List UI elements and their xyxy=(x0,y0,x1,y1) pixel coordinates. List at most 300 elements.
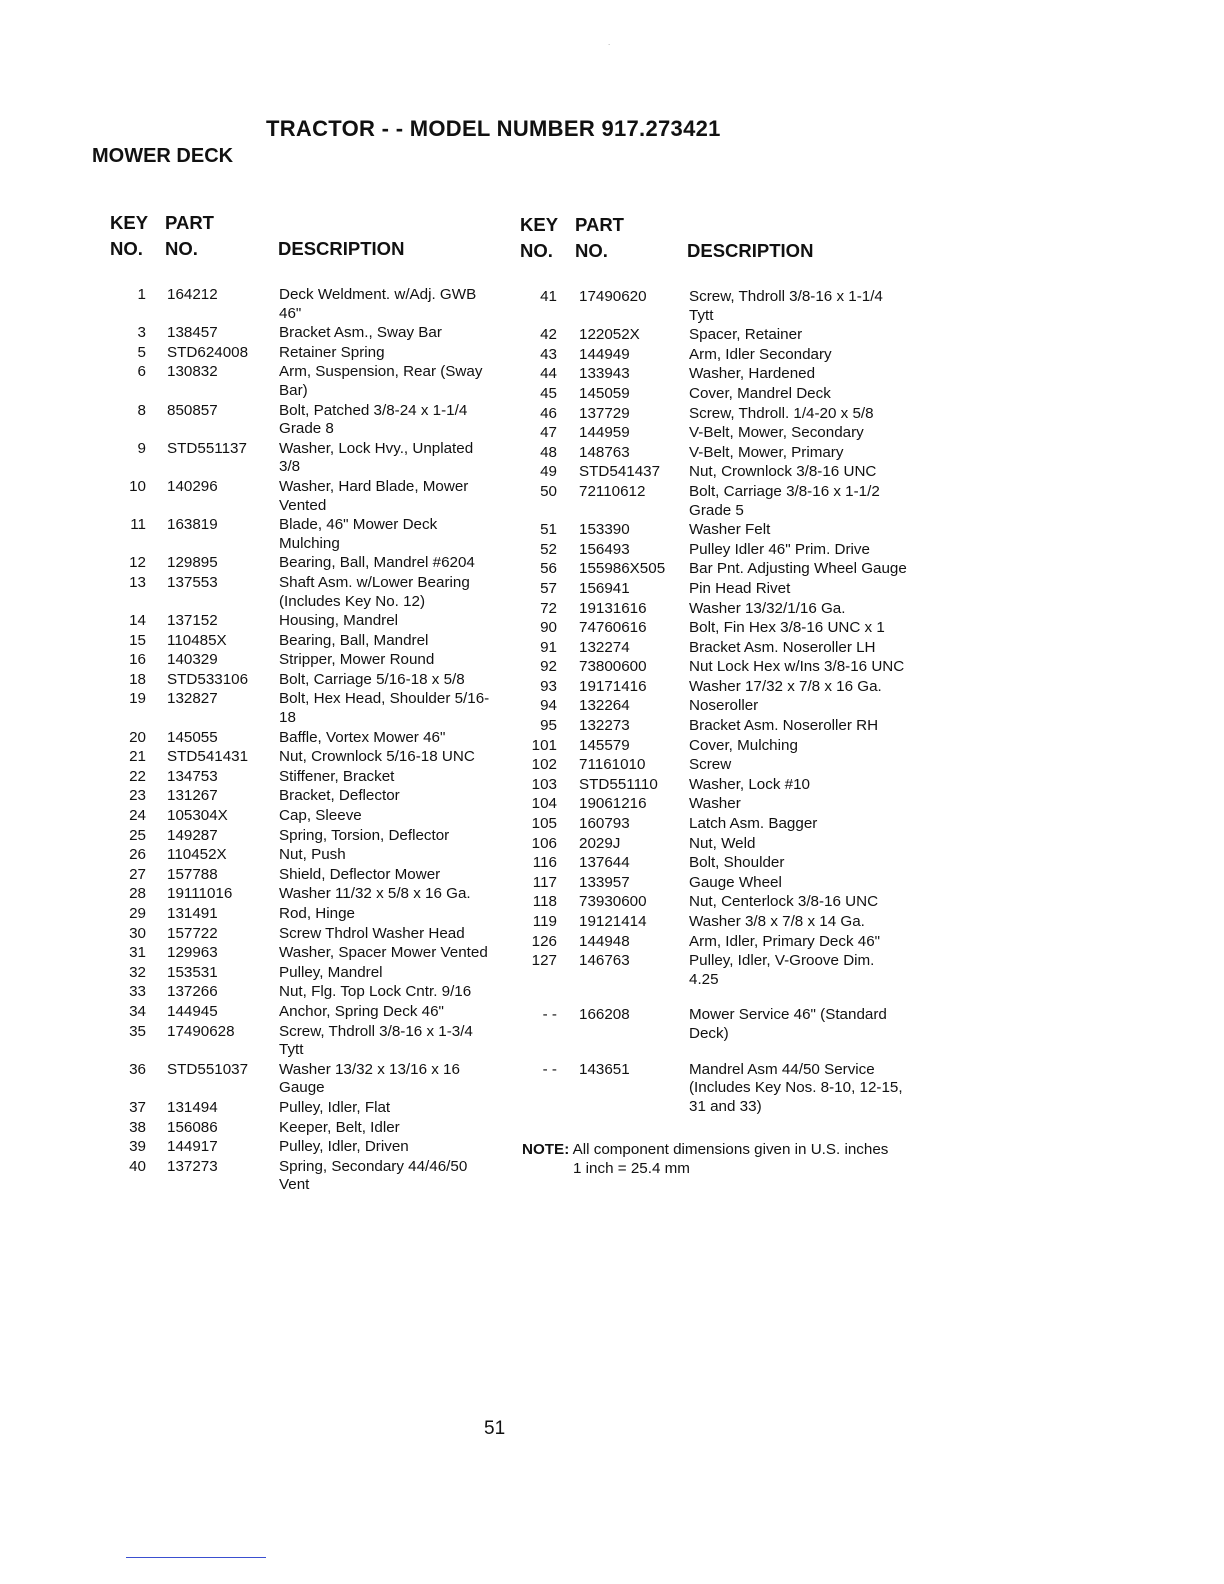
table-row xyxy=(520,854,920,873)
key-no: 3 xyxy=(137,324,146,342)
key-no: 43 xyxy=(540,345,557,363)
description: Rod, Hinge xyxy=(279,905,355,922)
table-row xyxy=(520,483,920,520)
part-no: 19061216 xyxy=(579,795,647,813)
description: V-Belt, Mower, Primary xyxy=(689,443,844,461)
key-no: 14 xyxy=(129,612,146,630)
key-no: 119 xyxy=(532,913,557,930)
table-row xyxy=(520,952,920,989)
description: Cap, Sleeve xyxy=(279,807,362,825)
description: Shaft Asm. w/Lower Bearing (Includes Key No. 12) xyxy=(279,573,470,610)
key-no: 45 xyxy=(540,384,557,402)
key-no: 26 xyxy=(129,846,146,864)
part-no: 134753 xyxy=(167,767,218,785)
part-no: 144948 xyxy=(579,932,630,950)
part-no: 2029J xyxy=(579,834,621,852)
description: Screw, Thdroll 3/8-16 x 1-3/4 Tytt xyxy=(279,1022,473,1059)
table-row xyxy=(520,893,920,912)
table-row xyxy=(110,574,530,611)
key-no: 37 xyxy=(129,1098,146,1116)
row-spacer xyxy=(520,1045,920,1061)
part-no: 137553 xyxy=(167,573,218,591)
description: Bracket Asm. Noseroller LH xyxy=(689,638,876,656)
part-no: 140296 xyxy=(167,477,218,495)
table-row xyxy=(110,1061,530,1098)
part-no: STD624008 xyxy=(167,343,249,361)
table-row xyxy=(110,729,530,748)
scan-speck: . xyxy=(608,38,611,47)
part-no: 144949 xyxy=(579,345,630,363)
row-spacer xyxy=(520,990,920,1006)
part-no: 160793 xyxy=(579,815,630,833)
part-no: 72110612 xyxy=(579,482,646,500)
description: Bracket Asm., Sway Bar xyxy=(279,324,442,342)
table-row xyxy=(520,385,920,404)
part-no: 138457 xyxy=(167,324,218,342)
part-no: 164212 xyxy=(167,286,218,303)
description: Arm, Idler, Primary Deck 46" xyxy=(689,932,881,950)
description: Nut Lock Hex w/Ins 3/8-16 UNC xyxy=(689,658,905,676)
table-row xyxy=(110,905,530,924)
key-no: 27 xyxy=(129,865,146,883)
table-row xyxy=(110,1003,530,1022)
description: Pulley, Idler, V-Groove Dim. 4.25 xyxy=(689,952,875,988)
key-no: 102 xyxy=(531,756,557,774)
key-no: 35 xyxy=(129,1022,146,1040)
description: Stiffener, Bracket xyxy=(279,767,395,785)
description: Housing, Mandrel xyxy=(279,612,399,630)
key-no: 91 xyxy=(540,638,557,656)
part-no: STD551110 xyxy=(579,775,658,793)
table-row xyxy=(520,933,920,952)
table-row xyxy=(520,424,920,443)
key-no: 118 xyxy=(532,893,557,911)
part-no: 144945 xyxy=(167,1002,218,1020)
part-no: STD551037 xyxy=(167,1060,249,1078)
part-no: 133957 xyxy=(579,873,630,891)
part-no: 73930600 xyxy=(579,893,647,911)
part-no: 19111016 xyxy=(167,885,233,903)
dimension-note xyxy=(522,1140,888,1178)
table-row xyxy=(110,671,530,690)
key-no: 13 xyxy=(129,573,146,591)
note-line2: 1 inch = 25.4 mm xyxy=(573,1160,690,1177)
part-no: 145055 xyxy=(167,728,218,746)
table-row xyxy=(110,768,530,787)
note-label: NOTE: xyxy=(522,1141,570,1158)
header-part-top: PART xyxy=(575,214,624,235)
part-no: 157788 xyxy=(167,865,218,883)
header-part-bottom: NO. xyxy=(575,240,608,261)
part-no: 132273 xyxy=(579,717,630,735)
key-no: 33 xyxy=(129,983,146,1001)
part-no: 140329 xyxy=(167,651,218,669)
key-no: 11 xyxy=(130,516,146,534)
key-no: 16 xyxy=(129,651,146,669)
part-no: 73800600 xyxy=(579,658,647,676)
page-number: 51 xyxy=(484,1418,506,1439)
header-description: DESCRIPTION xyxy=(687,240,814,261)
header-key-bottom: NO. xyxy=(110,238,143,259)
key-no: 103 xyxy=(531,775,557,793)
description: Deck Weldment. w/Adj. GWB 46" xyxy=(279,286,477,322)
description: Bracket, Deflector xyxy=(279,787,400,805)
key-no: 46 xyxy=(540,404,557,422)
key-no: 36 xyxy=(129,1060,146,1078)
table-row xyxy=(520,678,920,697)
description: Screw, Thdroll. 1/4-20 x 5/8 xyxy=(689,404,874,422)
key-no: 19 xyxy=(129,690,146,708)
part-no: 137152 xyxy=(167,612,218,630)
part-no: 850857 xyxy=(167,401,218,419)
description: Washer 11/32 x 5/8 x 16 Ga. xyxy=(279,885,471,903)
table-row xyxy=(520,444,920,463)
key-no: 21 xyxy=(129,748,146,766)
description: Bearing, Ball, Mandrel xyxy=(279,631,429,649)
table-header xyxy=(110,212,530,286)
part-no: 137644 xyxy=(579,854,630,872)
description: Latch Asm. Bagger xyxy=(689,815,818,833)
part-no: 105304X xyxy=(167,807,228,825)
table-row xyxy=(110,748,530,767)
table-row xyxy=(520,288,920,325)
description: Nut, Crownlock 3/8-16 UNC xyxy=(689,463,877,481)
description: Arm, Suspension, Rear (Sway Bar) xyxy=(279,363,483,399)
key-no: 18 xyxy=(129,670,146,688)
part-no: 129963 xyxy=(167,944,218,962)
header-key-top: KEY xyxy=(110,212,149,233)
parts-table-left xyxy=(110,212,530,1196)
description: Nut, Crownlock 5/16-18 UNC xyxy=(279,748,475,766)
header-key-top: KEY xyxy=(520,214,559,235)
table-row xyxy=(520,756,920,775)
key-no: 40 xyxy=(129,1157,146,1175)
table-row xyxy=(520,658,920,677)
bottom-rule xyxy=(126,1557,266,1558)
key-no: 10 xyxy=(129,477,146,495)
part-no: 130832 xyxy=(167,363,218,381)
part-no: 146763 xyxy=(579,952,630,970)
table-row xyxy=(520,815,920,834)
key-no: 104 xyxy=(531,795,557,813)
key-no: 116 xyxy=(532,854,557,872)
description: V-Belt, Mower, Secondary xyxy=(689,424,864,442)
part-no: 74760616 xyxy=(579,619,647,637)
table-row xyxy=(110,363,530,400)
key-no: 29 xyxy=(129,905,146,922)
description: Washer 3/8 x 7/8 x 14 Ga. xyxy=(689,913,865,930)
description: Retainer Spring xyxy=(279,343,385,361)
part-no: 132827 xyxy=(167,690,218,708)
part-no: 148763 xyxy=(579,443,630,461)
description: Washer, Hardened xyxy=(689,365,816,383)
description: Mower Service 46" (Standard Deck) xyxy=(689,1006,887,1042)
table-row xyxy=(520,580,920,599)
page-title: TRACTOR - - MODEL NUMBER 917.273421 xyxy=(266,116,721,141)
part-no: 143651 xyxy=(579,1060,630,1078)
table-row xyxy=(110,827,530,846)
table-row xyxy=(110,516,530,553)
description: Washer Felt xyxy=(689,521,771,539)
description: Cover, Mandrel Deck xyxy=(689,384,831,402)
part-no: STD533106 xyxy=(167,670,249,688)
key-no: 44 xyxy=(540,365,557,383)
part-no: 145579 xyxy=(579,736,630,754)
table-row xyxy=(110,690,530,727)
key-no: 94 xyxy=(540,697,557,715)
key-no: 50 xyxy=(540,482,557,500)
table-row xyxy=(110,612,530,631)
table-row xyxy=(110,344,530,363)
part-no: 131494 xyxy=(167,1098,218,1116)
description: Bolt, Carriage 3/8-16 x 1-1/2 Grade 5 xyxy=(689,482,880,519)
description: Spring, Torsion, Deflector xyxy=(279,826,450,844)
key-no: 34 xyxy=(129,1002,146,1020)
table-row xyxy=(110,983,530,1002)
table-row xyxy=(110,807,530,826)
table-row xyxy=(520,560,920,579)
description: Bolt, Shoulder xyxy=(689,854,785,872)
description: Pulley, Mandrel xyxy=(279,963,383,981)
table-row xyxy=(520,346,920,365)
key-no: 52 xyxy=(540,540,557,558)
table-row xyxy=(520,874,920,893)
part-no: 71161010 xyxy=(579,756,646,774)
table-row xyxy=(110,651,530,670)
key-no: 39 xyxy=(129,1138,146,1156)
part-no: 156086 xyxy=(167,1118,218,1136)
table-row xyxy=(110,632,530,651)
description: Bar Pnt. Adjusting Wheel Gauge xyxy=(689,560,907,578)
header-part-top: PART xyxy=(165,212,214,233)
key-no: 20 xyxy=(129,728,146,746)
description: Washer 13/32/1/16 Ga. xyxy=(689,599,846,617)
description: Washer, Lock Hvy., Unplated 3/8 xyxy=(279,439,474,476)
description: Pin Head Rivet xyxy=(689,579,791,597)
part-no: 137729 xyxy=(579,404,630,422)
part-no: 132264 xyxy=(579,697,630,715)
part-no: 131267 xyxy=(167,787,218,805)
table-row xyxy=(110,925,530,944)
part-no: STD551137 xyxy=(167,439,247,457)
table-row xyxy=(110,478,530,515)
description: Screw xyxy=(689,756,732,774)
key-no: 30 xyxy=(129,924,146,942)
part-no: 137273 xyxy=(167,1157,218,1175)
table-row xyxy=(520,600,920,619)
part-no: 156941 xyxy=(579,579,630,597)
key-no: 42 xyxy=(540,326,557,344)
table-row xyxy=(520,1061,920,1117)
table-row xyxy=(520,639,920,658)
table-row xyxy=(520,405,920,424)
key-no: 92 xyxy=(540,658,557,676)
part-no: 145059 xyxy=(579,384,630,402)
key-no: 126 xyxy=(531,932,557,950)
part-no: STD541437 xyxy=(579,463,661,481)
table-row xyxy=(110,402,530,439)
description: Spring, Secondary 44/46/50 Vent xyxy=(279,1157,468,1194)
key-no: 23 xyxy=(129,787,146,805)
table-row xyxy=(110,1119,530,1138)
table-row xyxy=(110,885,530,904)
description: Screw Thdrol Washer Head xyxy=(279,924,465,942)
part-no: 19171416 xyxy=(579,677,647,695)
description: Washer 17/32 x 7/8 x 16 Ga. xyxy=(689,677,882,695)
part-no: 153531 xyxy=(167,963,218,981)
description: Keeper, Belt, Idler xyxy=(279,1118,400,1136)
description: Blade, 46" Mower Deck Mulching xyxy=(279,516,438,552)
table-row xyxy=(110,846,530,865)
part-no: 153390 xyxy=(579,521,630,539)
header-key-bottom: NO. xyxy=(520,240,553,261)
part-no: 129895 xyxy=(167,554,218,572)
part-no: 149287 xyxy=(167,826,218,844)
table-row xyxy=(520,795,920,814)
section-title: MOWER DECK xyxy=(92,145,234,167)
table-row xyxy=(110,866,530,885)
part-no: 156493 xyxy=(579,540,630,558)
description: Washer xyxy=(689,795,741,813)
description: Pulley, Idler, Driven xyxy=(279,1138,409,1156)
table-row xyxy=(520,913,920,932)
table-row xyxy=(520,541,920,560)
part-no: 122052X xyxy=(579,326,640,344)
description: Baffle, Vortex Mower 46" xyxy=(279,728,446,746)
description: Washer 13/32 x 13/16 x 16 Gauge xyxy=(279,1060,460,1097)
description: Shield, Deflector Mower xyxy=(279,865,441,883)
part-no: 133943 xyxy=(579,365,630,383)
table-row xyxy=(520,521,920,540)
table-row xyxy=(110,1099,530,1118)
part-no: 157722 xyxy=(167,924,218,942)
table-row xyxy=(520,835,920,854)
key-no: 105 xyxy=(531,815,557,833)
key-no: 15 xyxy=(129,631,146,649)
key-no: 57 xyxy=(540,579,557,597)
table-row xyxy=(520,717,920,736)
table-row xyxy=(110,324,530,343)
table-row xyxy=(520,776,920,795)
note-line1: All component dimensions given in U.S. inches xyxy=(572,1141,889,1158)
key-no: 127 xyxy=(531,952,557,970)
table-row xyxy=(520,1006,920,1043)
part-no: 144917 xyxy=(167,1138,218,1156)
key-no: 51 xyxy=(540,521,557,539)
table-row xyxy=(520,463,920,482)
key-no: 38 xyxy=(129,1118,146,1136)
description: Bolt, Carriage 5/16-18 x 5/8 xyxy=(279,670,465,688)
description: Anchor, Spring Deck 46" xyxy=(279,1002,444,1020)
description: Screw, Thdroll 3/8-16 x 1-1/4 Tytt xyxy=(689,288,883,324)
header-part-bottom: NO. xyxy=(165,238,198,259)
key-no: 90 xyxy=(540,619,557,637)
key-no: 12 xyxy=(129,554,146,572)
part-no: 17490628 xyxy=(167,1022,235,1040)
key-no: 28 xyxy=(129,885,146,903)
key-no: 31 xyxy=(129,944,146,962)
description: Cover, Mulching xyxy=(689,736,798,754)
description: Gauge Wheel xyxy=(689,873,782,891)
table-row xyxy=(110,1138,530,1157)
key-no: 56 xyxy=(540,560,557,578)
description: Bearing, Ball, Mandrel #6204 xyxy=(279,554,475,572)
table-row xyxy=(520,737,920,756)
key-no: 24 xyxy=(129,807,146,825)
table-row xyxy=(110,440,530,477)
description: Pulley Idler 46" Prim. Drive xyxy=(689,540,870,558)
table-row xyxy=(520,697,920,716)
key-no: 47 xyxy=(540,424,557,442)
table-row xyxy=(110,787,530,806)
key-no: 22 xyxy=(129,767,146,785)
description: Washer, Hard Blade, Mower Vented xyxy=(279,477,469,514)
part-no: 131491 xyxy=(167,905,218,922)
key-no: 5 xyxy=(137,343,146,361)
table-row xyxy=(110,1158,530,1195)
part-no: 17490620 xyxy=(579,288,647,305)
key-no: - - xyxy=(542,1060,557,1078)
table-row xyxy=(520,365,920,384)
key-no: 101 xyxy=(531,736,557,754)
key-no: 117 xyxy=(532,873,557,891)
table-row xyxy=(110,286,530,323)
description: Noseroller xyxy=(689,697,759,715)
description: Mandrel Asm 44/50 Service (Includes Key Nos. 8-10, 12-15, 31 and 33) xyxy=(689,1060,903,1115)
part-no: 144959 xyxy=(579,424,630,442)
description: Bolt, Patched 3/8-24 x 1-1/4 Grade 8 xyxy=(279,401,468,438)
key-no: 48 xyxy=(540,443,557,461)
key-no: 9 xyxy=(137,439,146,457)
parts-list-left xyxy=(110,286,530,1195)
key-no: 106 xyxy=(531,834,557,852)
key-no: 95 xyxy=(540,717,557,735)
table-row xyxy=(520,619,920,638)
description: Washer, Lock #10 xyxy=(689,775,811,793)
part-no: 19121414 xyxy=(579,913,647,930)
key-no: 49 xyxy=(540,463,557,481)
key-no: 32 xyxy=(129,963,146,981)
description: Nut, Flg. Top Lock Cntr. 9/16 xyxy=(279,983,472,1001)
description: Nut, Centerlock 3/8-16 UNC xyxy=(689,893,879,911)
key-no: 41 xyxy=(540,288,557,305)
part-no: 110452X xyxy=(167,846,227,864)
table-row xyxy=(520,326,920,345)
key-no: 1 xyxy=(137,286,146,303)
key-no: 93 xyxy=(540,677,557,695)
parts-table-right xyxy=(520,214,920,1117)
table-header xyxy=(520,214,920,288)
description: Nut, Weld xyxy=(689,834,756,852)
part-no: 19131616 xyxy=(579,599,647,617)
part-no: 166208 xyxy=(579,1006,630,1024)
key-no: 8 xyxy=(137,401,146,419)
description: Bracket Asm. Noseroller RH xyxy=(689,717,879,735)
description: Bolt, Fin Hex 3/8-16 UNC x 1 xyxy=(689,619,885,637)
description: Pulley, Idler, Flat xyxy=(279,1098,391,1116)
part-no: STD541431 xyxy=(167,748,249,766)
key-no: 6 xyxy=(137,363,146,381)
key-no: 72 xyxy=(540,599,557,617)
key-no: 25 xyxy=(129,826,146,844)
part-no: 163819 xyxy=(167,516,218,534)
part-no: 137266 xyxy=(167,983,218,1001)
description: Stripper, Mower Round xyxy=(279,651,435,669)
table-row xyxy=(110,944,530,963)
part-no: 110485X xyxy=(167,631,227,649)
parts-list-right xyxy=(520,288,920,1116)
header-description: DESCRIPTION xyxy=(278,238,405,259)
